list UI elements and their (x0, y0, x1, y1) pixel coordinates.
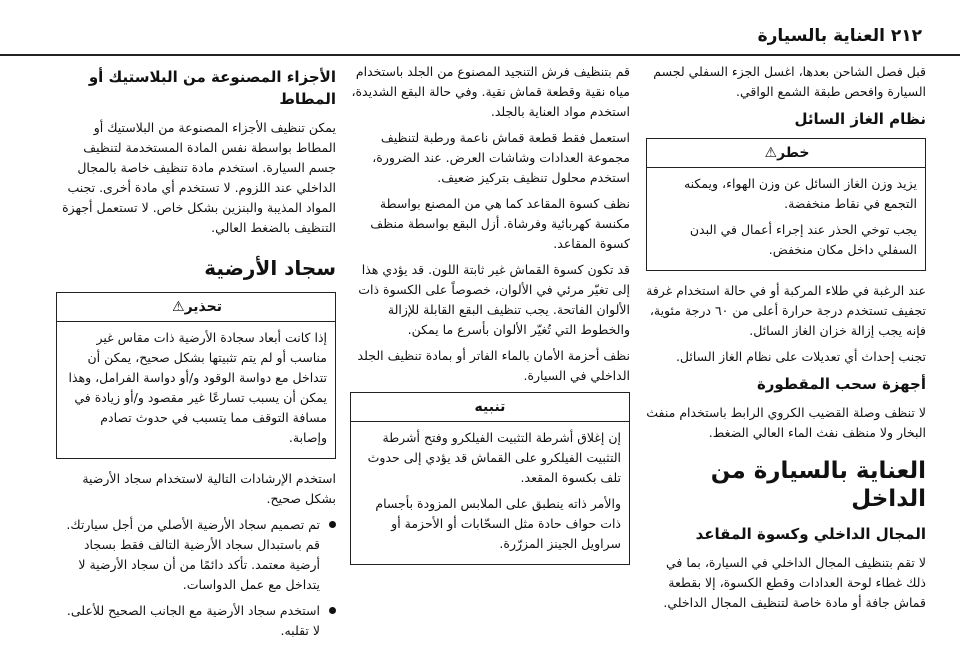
plastic-paragraph: يمكن تنظيف الأجزاء المصنوعة من البلاستيك أو المطاط بواسطة نفس المادة المستخدمة لتنظيف جسم السيارة. استخدم مادة تنظيف خاصة بالمجال الداخلي عند اللزوم. لا تستخدم أي مادة أخرى. تجنب المواد المذيبة والبنزين بشكل خاص. لا تستعمل أجهزة التنظيف بالضغط العالي. (62, 120, 336, 235)
column-left (56, 62, 336, 647)
page-header (0, 0, 960, 52)
lpg-paragraph-1: عند الرغبة في طلاء المركبة أو في حالة استخدام غرفة تجفيف تستخدم درجة حرارة أعلى من ٦٠ درجة مئوية، فإنه يجب إزالة خزان الغاز السائل. (646, 283, 926, 338)
header-rule (0, 54, 960, 56)
heading-lpg-system: نظام الغاز السائل (794, 110, 926, 128)
seatbelt-paragraph: نظف أحزمة الأمان بالماء الفاتر أو بمادة تنظيف الجلد الداخلي في السيارة. (357, 348, 630, 383)
page-title: ٢١٢ العناية بالسيارة (757, 26, 922, 46)
lpg-paragraph-2: تجنب إحداث أي تعديلات على نظام الغاز السائل. (675, 349, 926, 364)
towing-paragraph: لا تنظف وصلة القضيب الكروي الرابط باستخدام منفث البخار ولا منظف نفث الماء العالي الضغط. (646, 405, 926, 440)
leather-paragraph: قم بتنظيف فرش التنجيد المصنوع من الجلد باستخدام مياه نقية وقطعة قماش نقية. وفي حالة البقع الشديدة، استخدم مواد العناية بالجلد. (351, 64, 630, 119)
notice-box-header: تنبيه (351, 393, 629, 422)
warning-box (56, 292, 336, 459)
mats-paragraph: استخدم الإرشادات التالية لاستخدام سجاد الأرضية بشكل صحيح. (82, 471, 336, 506)
warning-box-header (57, 293, 335, 322)
notice-box (350, 392, 630, 565)
notice-text-1: إن إغلاق أشرطة التثبيت الفيلكرو وفتح أشرطة التثبيت الفيلكرو على القماش قد يؤدي إلى حدوث تلف بكسوة المقعد. (367, 430, 621, 485)
warning-text: إذا كانت أبعاد سجادة الأرضية ذات مقاس غير مناسب أو لم يتم تثبيتها بشكل صحيح، يمكن أن تتداخل مع دواسة الوقود و/أو دواسة الفرامل، وهذا يمكن أن يسبب تسارعًا غير مقصود و/أو زيادة في مسافة التوقف مما يتسبب في حدوث تصادم وإصابة. (68, 330, 327, 445)
bullet-text-1: تم تصميم سجاد الأرضية الأصلي من أجل سيارتك. قم باستبدال سجاد الأرضية التالف فقط بسجاد أرضية معتمد. تأكد دائمًا من أن سجاد الأرضية لا يتداخل مع عمل الدواسات. (66, 517, 320, 592)
list-item (56, 601, 336, 641)
bullet-dot-icon (329, 521, 336, 528)
bullet-text-2: استخدم سجاد الأرضية مع الجانب الصحيح للأعلى. لا تقلبه. (66, 603, 320, 638)
warning-triangle-icon: ⚠ (764, 145, 778, 161)
cabin-paragraph: لا تقم بتنظيف المجال الداخلي في السيارة، بما في ذلك غطاء لوحة العدادات وقطع الكسوة، إلا بقطعة قماش جافة أو مادة خاصة لتنظيف المجال الداخلي. (663, 555, 926, 610)
intro-paragraph: قبل فصل الشاحن بعدها، اغسل الجزء السفلي لجسم السيارة وافحص طبقة الشمع الواقي. (653, 64, 926, 99)
heading-interior-care: العناية بالسيارة من الداخل (710, 458, 926, 512)
instrument-paragraph: استعمل فقط قطعة قماش ناعمة ورطبة لتنظيف مجموعة العدادات وشاشات العرض. عند الضرورة، استخدم محلول تنظيف بتركيز ضعيف. (372, 130, 630, 185)
notice-text-2: والأمر ذاته ينطبق على الملابس المزودة بأجسام ذات حواف حادة مثل السحّابات أو الأحزمة أو سراويل الجينز المزرّرة. (375, 496, 621, 551)
heading-towing: أجهزة سحب المقطورة (756, 375, 926, 393)
list-item (56, 515, 336, 595)
warning-triangle-icon: ⚠ (172, 299, 185, 315)
column-middle (350, 62, 630, 575)
heading-cabin-upholstery: المجال الداخلي وكسوة المقاعد (695, 525, 926, 543)
danger-text-1: يزيد وزن الغاز السائل عن وزن الهواء، ويمكنه التجمع في نقاط منخفضة. (683, 176, 917, 211)
danger-box-body (647, 168, 925, 270)
notice-box-body (351, 422, 629, 564)
danger-box (646, 138, 926, 271)
danger-title: خطر (777, 145, 810, 161)
danger-box-header (647, 139, 925, 168)
heading-plastic-rubber: الأجزاء المصنوعة من البلاستيك أو المطاط (88, 68, 336, 108)
column-right (646, 62, 926, 619)
warning-box-body (57, 322, 335, 458)
warning-title: تحذير (184, 299, 222, 315)
fabric-color-paragraph: قد تكون كسوة القماش غير ثابتة اللون. قد يؤدي هذا إلى تغيّر مرئي في الألوان، خصوصاً على الكسوة ذات الألوان الفاتحة. يجب تنظيف البقع القابلة للإزالة والخطوط التي تُغيّر الألوان بأسرع ما يمكن. (358, 262, 630, 337)
danger-text-2: يجب توخي الحذر عند إجراء أعمال في البدن السفلي داخل مكان منخفض. (689, 222, 917, 257)
bullet-dot-icon (329, 607, 336, 614)
heading-floor-mats: سجاد الأرضية (204, 256, 336, 280)
upholstery-paragraph: نظف كسوة المقاعد كما هي من المصنع بواسطة مكنسة كهربائية وفرشاة. أزل البقع بواسطة منظف كسوة المقاعد. (370, 196, 630, 251)
